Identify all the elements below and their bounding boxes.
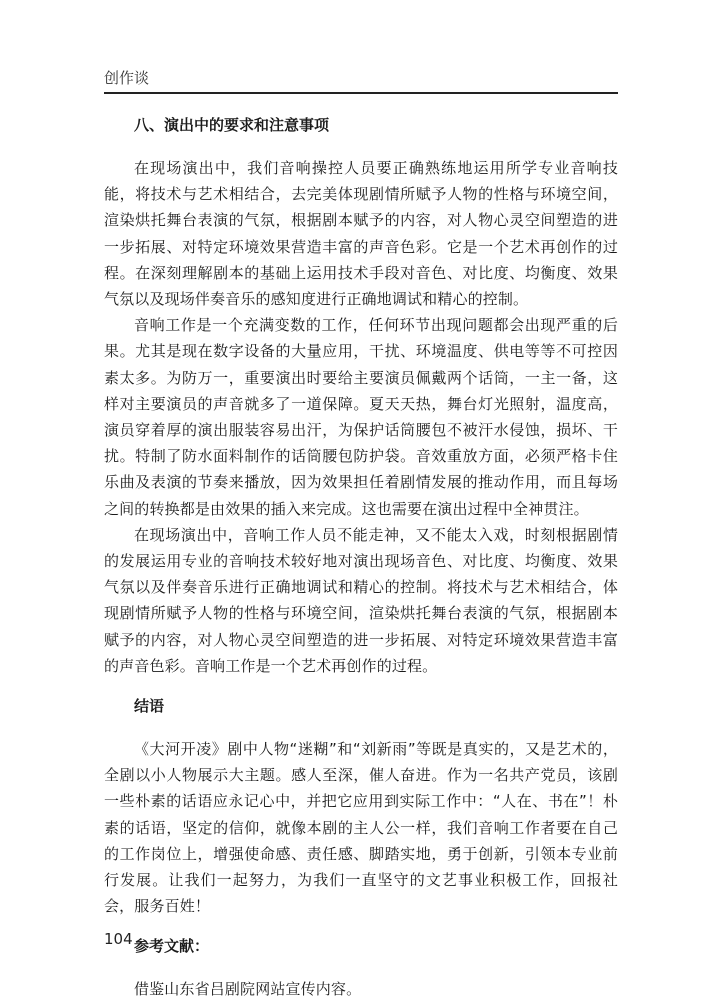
section-performance-requirements [104,112,618,679]
section-heading: 结语 [134,697,165,716]
paragraph: 在现场演出中，音响工作人员不能走神，又不能太入戏，时刻根据剧情的发展运用专业的音响技术较好地对演出现场音色、对比度、均衡度、效果气氛以及伴奏音乐进行正确地调试和精心的控制。将技术与艺术相结合，体现剧情所赋予人物的性格与环境空间，渲染烘托舞台表演的气氛，根据剧本赋予的内容，对人物心灵空间塑造的进一步拓展、对特定环境效果营造丰富的声音色彩。音响工作是一个艺术再创作的过程。 [104,525,618,675]
paragraph: 音响工作是一个充满变数的工作，任何环节出现问题都会出现严重的后果。尤其是现在数字设备的大量应用，干扰、环境温度、供电等等不可控因素太多。为防万一，重要演出时要给主要演员佩戴两个话筒，一主一备，这样对主要演员的声音就多了一道保障。夏天天热，舞台灯光照射，温度高，演员穿着厚的演出服装容易出汗，为保护话筒腰包不被汗水侵蚀，损坏、干扰。特制了防水面料制作的话筒腰包防护袋。音效重放方面，必须严格卡住乐曲及表演的节奏来播放，因为效果担任着剧情发展的推动作用，而且每场之间的转换都是由效果的插入来完成。这也需要在演出过程中全神贯注。 [104,316,618,518]
section-conclusion [104,693,618,919]
section-heading: 参考文献： [134,937,210,956]
header-rule [104,92,618,94]
paragraph: 在现场演出中，我们音响操控人员要正确熟练地运用所学专业音响技能，将技术与艺术相结合，去完美体现剧情所赋予人物的性格与环境空间，渲染烘托舞台表演的气氛，根据剧本赋予的内容，对人物心灵空间塑造的进一步拓展、对特定环境效果营造丰富的声音色彩。它是一个艺术再创作的过程。在深刻理解剧本的基础上运用技术手段对音色、对比度、均衡度、效果气氛以及现场伴奏音乐的感知度进行正确地调试和精心的控制。 [104,159,618,309]
article-body [104,112,618,1003]
reference-item: 借鉴山东省吕剧院网站宣传内容。 [134,980,362,999]
section-references [104,933,618,1002]
running-header: 创作谈 [104,69,150,87]
section-heading: 八、演出中的要求和注意事项 [134,116,330,134]
page-number: 104 [104,930,133,948]
paragraph: 《大河开凌》剧中人物“迷糊”和“刘新雨”等既是真实的，又是艺术的，全剧以小人物展示大主题。感人至深，催人奋进。作为一名共产党员，该剧一些朴素的话语应永记心中，并把它应用到实际工作中：“人在、书在”！朴素的话语，坚定的信仰，就像本剧的主人公一样，我们音响工作者要在自己的工作岗位上，增强使命感、责任感、脚踏实地，勇于创新，引领本专业前行发展。让我们一起努力，为我们一直坚守的文艺事业积极工作，回报社会，服务百姓！ [104,740,618,916]
